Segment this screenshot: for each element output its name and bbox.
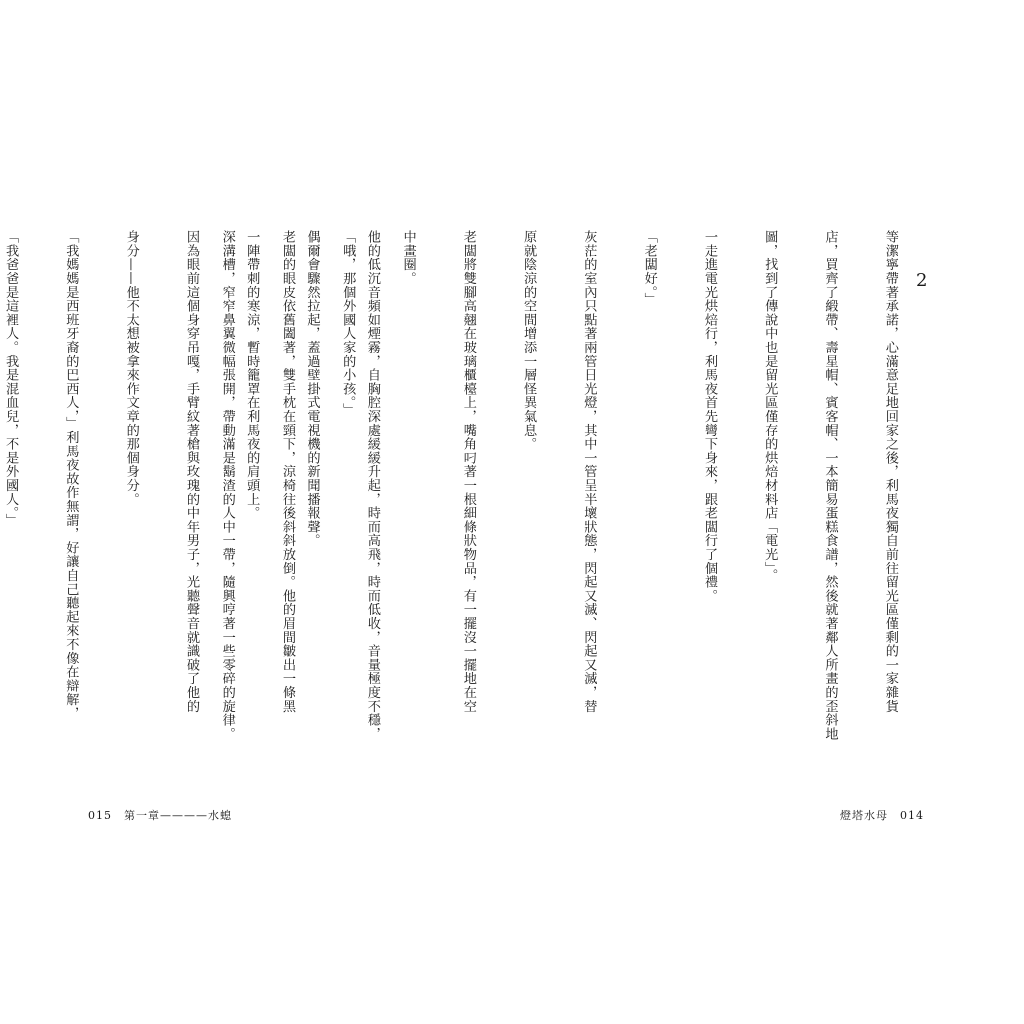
paragraph-line: 老闆的眼皮依舊闔著，雙手枕在頸下，涼椅往後斜斜放倒。他的眉間皺出一條黑 (280, 230, 295, 713)
paragraph-line: 一走進電光烘焙行，利馬夜首先彎下身來，跟老闆行了個禮。 (701, 230, 717, 603)
paragraph-line: 深溝槽，窄窄鼻翼微幅張開，帶動滿是鬍渣的人中一帶，隨興哼著一些零碎的旋律。 (219, 230, 235, 741)
chapter-number: 2 (916, 270, 928, 291)
paragraph-line: 「我爸爸是這裡人。我是混血兒，不是外國人。」 (3, 230, 19, 527)
paragraph-line: 身分——他不太想被拿來作文章的那個身分。 (123, 230, 139, 506)
paragraph-line: 灰茫的室內只點著兩管日光燈，其中一管呈半壞狀態，閃起又滅、閃起又滅，替 (581, 230, 597, 713)
left-page-text (0, 230, 422, 750)
paragraph-line: 老闆將雙腳高翹在玻璃櫃檯上，嘴角叼著一根細條狀物品，有一擺沒一擺地在空 (460, 230, 476, 713)
paragraph-line: 「哦，那個外國人家的小孩。」 (340, 230, 356, 417)
paragraph-line: 圖，找到了傳說中也是留光區僅存的烘焙材料店「電光」。 (762, 230, 778, 583)
paragraph-line: 一陣帶刺的寒涼，暫時籠罩在利馬夜的肩頭上。 (244, 230, 260, 520)
left-page (3, 230, 422, 750)
paragraph-line: 他的低沉音頻如煙霧，自胸腔深處緩緩升起，時而高飛，時而低收，音量極度不穩， (364, 230, 380, 741)
paragraph-line: 等潔寧帶著承諾，心滿意足地回家之後，利馬夜獨自前往留光區僅剩的一家雜貨 (882, 230, 898, 713)
paragraph-line: 因為眼前這個身穿吊嘎，手臂紋著槍與玫瑰的中年男子，光聽聲音就識破了他的 (183, 230, 199, 713)
paragraph-line: 「我媽媽是西班牙裔的巴西人，」利馬夜故作無謂，好讓自己聽起來不像在辯解， (63, 230, 79, 721)
paragraph-line: 原就陰涼的空間增添一層怪異氣息。 (521, 230, 537, 451)
paragraph-line: 中畫圈。 (400, 230, 416, 286)
paragraph-line: 「老闆好。」 (641, 230, 657, 307)
paragraph-line: 偶爾會驟然拉起，蓋過壁掛式電視機的新聞播報聲。 (304, 230, 320, 548)
left-folio: 015 第一章————水螅 (88, 809, 232, 822)
paragraph-line: 店，買齊了緞帶、壽星帽、賓客帽、一本簡易蛋糕食譜，然後就著鄰人所畫的歪斜地 (822, 230, 838, 741)
right-folio: 燈塔水母 014 (840, 809, 924, 822)
